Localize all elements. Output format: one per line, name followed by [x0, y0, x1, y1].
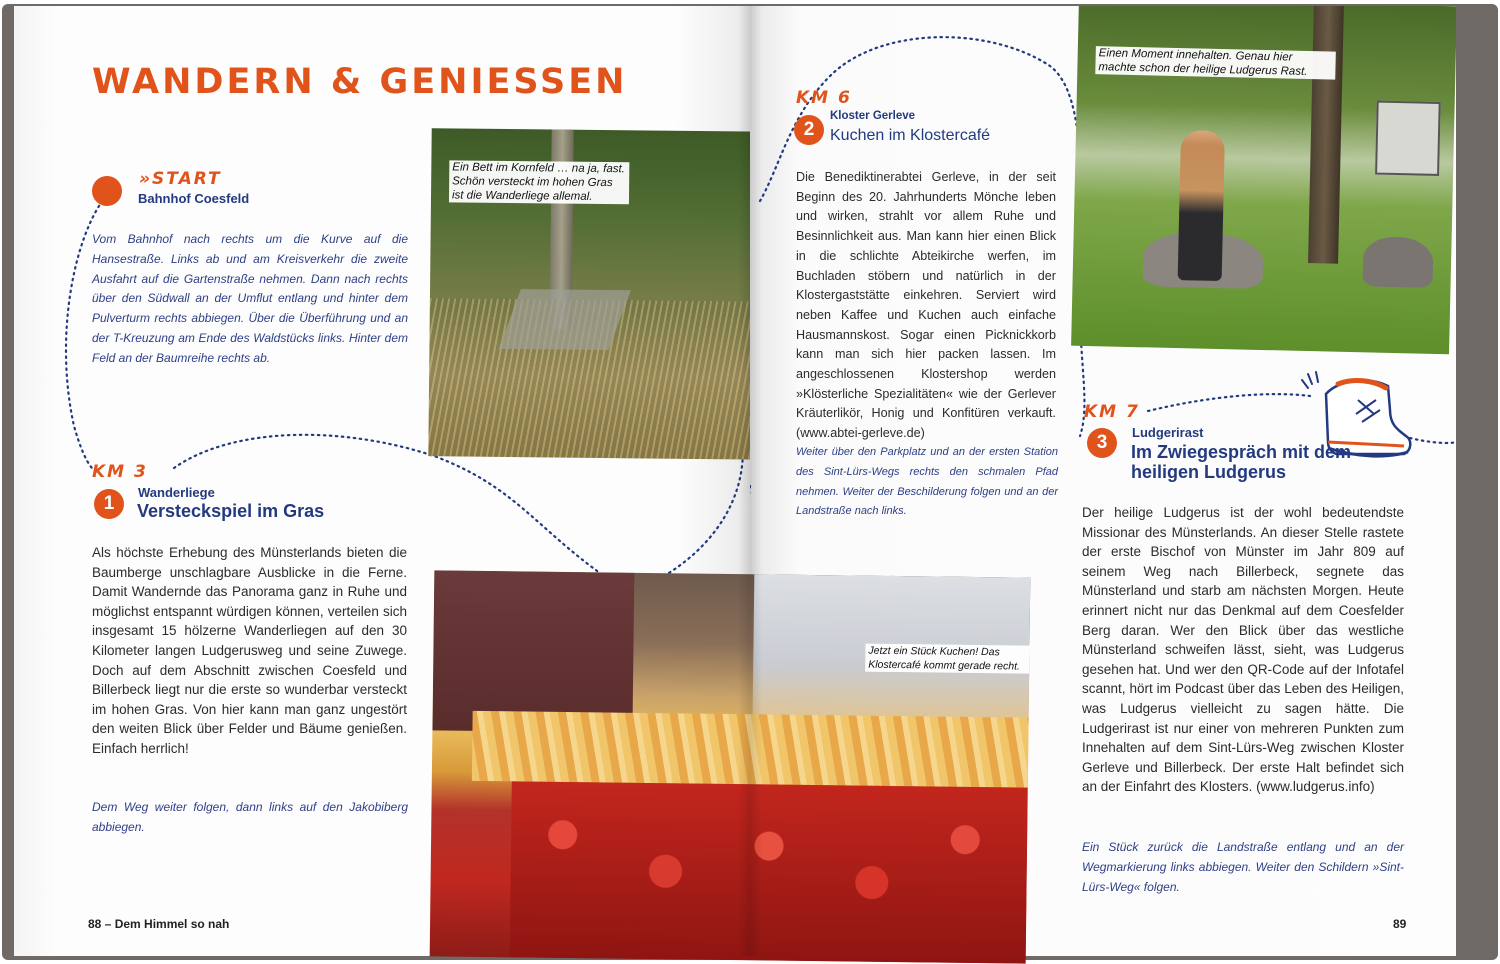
- photo-ludgerirast: [1071, 6, 1456, 354]
- start-place: Bahnhof Coesfeld: [138, 191, 250, 206]
- stop1-text: Als höchste Erhebung des Münsterlands bieten die Baumberge unschlagbare Ausblicke in die Ferne. Damit Wandernde das Panorama ganz in Ruhe und möglichst entspannt würdigen können, verteilen sich insgesamt 15 hölzerne Wanderliegen auf den 30 Kilometer langen Ludgerusweg und seine Zuwege. Doch auf dem Abschnitt zwischen Coesfeld und Billerbeck liegt nur die erste so wunderbar versteckt im hohen Gras. Von hier kann man ganz ungestört den weiten Blick über Felder und Bäume genießen. Einfach herrlich!: [92, 545, 407, 756]
- caption-kuchen-text: Jetzt ein Stück Kuchen! Das Klostercafé kommt gerade recht.: [865, 644, 1030, 674]
- start-directions: Vom Bahnhof nach rechts um die Kurve auf die Hansestraße. Links ab und am Kreisverkehr die zweite Ausfahrt auf die Gartenstraße nehmen. Dann nach rechts über den Südwall an der Umflut entlang und hinter dem Pulverturm rechts abbiegen. Über die Überführung und an der T-Kreuzung am Ende des Waldstücks links. Hinter dem Feld an der Baumreihe rechts ab.: [92, 232, 408, 365]
- stop2-directions: Weiter über den Parkplatz und an der ersten Station des Sint-Lürs-Wegs rechts den schmalen Pfad nehmen. Weiter der Beschilderung folgen und an der Landstraße nach links.: [796, 446, 1058, 518]
- stop2-km: KM 6: [796, 88, 852, 108]
- caption-kuchen: [865, 644, 1030, 675]
- start-marker: »START: [139, 169, 222, 189]
- stop2-number: 2: [794, 115, 824, 145]
- footer-right: 89: [1393, 917, 1407, 931]
- stop2-text: Die Benediktinerabtei Gerleve, in der seit Beginn des 20. Jahrhunderts Mönche leben und wirken, strahlt vor allem Ruhe und Besinnlichkeit aus. Man kann hier einen Blick in die schlichte Abteikirche werfen, im Buchladen stöbern und natürlich in der Klostergaststätte einkehren. Serviert wird neben Kaffee und Kuchen auch einfache Hausmannskost. Sogar einen Picknickkorb kann man sich hier packen lassen. Im angeschlossenen Klostershop werden »Klösterliche Spezialitäten« wie der Gerlever Kräuterlikör, Honig und Konfitüren verkauft. (www.abtei-gerleve.de): [796, 170, 1056, 441]
- info-board: [1375, 101, 1441, 176]
- lounger: [499, 289, 631, 350]
- caption-wanderliege-text: Ein Bett im Kornfeld … na ja, fast. Schön versteckt im hohen Gras ist die Wanderliege allemal.: [449, 160, 629, 204]
- stop3-text: Der heilige Ludgerus ist der wohl bedeutendste Missionar des Münsterlands. An dieser Stelle rastete der erste Bischof von Münster im Jahr 809 auf seinem Weg nach Billerbeck, segnete das Münsterland und starb am nächsten Morgen. Heute erinnert nicht nur das Denkmal auf dem Coesfelder Berg daran. Wer den Blick über das westliche Münsterland schweifen lässt, sieht, was Ludgerus gesehen hat. Und wer den QR-Code auf der Infotafel scannt, hört im Podcast über das Leben des Heiligen, was Ludgerus vielleicht zu sagen hätte. Die Ludgerirast ist nur einer von mehreren Punkten zum Innehalten auf dem Sint-Lürs-Weg zwischen Kloster Gerleve und Billerbeck. Der erste Halt befindet sich an der Einfahrt des Klosters. (www.ludgerus.info): [1082, 505, 1404, 795]
- stop3-title: Im Zwiegespräch mit dem heiligen Ludgerus: [1131, 442, 1352, 482]
- page-headline: WANDERN & GENIESSEN: [92, 62, 628, 102]
- caption-ludgerirast-text: Einen Moment innehalten. Genau hier machte schon der heilige Ludgerus Rast.: [1095, 46, 1336, 79]
- stop2-title: Kuchen im Klostercafé: [830, 127, 991, 144]
- stop1-subtitle: Wanderliege: [138, 485, 215, 500]
- stop2-subtitle: Kloster Gerleve: [830, 110, 916, 122]
- tree-trunk-right: [1308, 6, 1344, 264]
- hiker: [1178, 130, 1225, 281]
- stop1-title: Versteckspiel im Gras: [137, 501, 325, 521]
- strawberries: [510, 781, 1028, 963]
- stop1-directions: Dem Weg weiter folgen, dann links auf den Jakobiberg abbiegen.: [92, 800, 408, 834]
- footer-left: 88 – Dem Himmel so nah: [88, 917, 230, 931]
- stop1-km: KM 3: [92, 462, 148, 482]
- person-apron: [432, 570, 634, 732]
- stop3-subtitle: Ludgerirast: [1132, 425, 1204, 440]
- photo-kuchen: [430, 570, 1031, 963]
- stop3-directions: Ein Stück zurück die Landstraße entlang und an der Wegmarkierung links abbiegen. Weiter den Schildern »Sint-Lürs-Weg« folgen.: [1082, 840, 1404, 894]
- photo-wanderliege: [428, 128, 750, 460]
- stop3-number: 3: [1087, 428, 1117, 458]
- start-dot: [92, 176, 122, 206]
- stone-right: [1363, 236, 1434, 288]
- caption-wanderliege: [449, 160, 629, 205]
- cake-layer: [472, 711, 1029, 788]
- stop3-km: KM 7: [1084, 402, 1140, 422]
- stop1-number: 1: [94, 489, 124, 519]
- caption-ludgerirast: [1095, 46, 1336, 80]
